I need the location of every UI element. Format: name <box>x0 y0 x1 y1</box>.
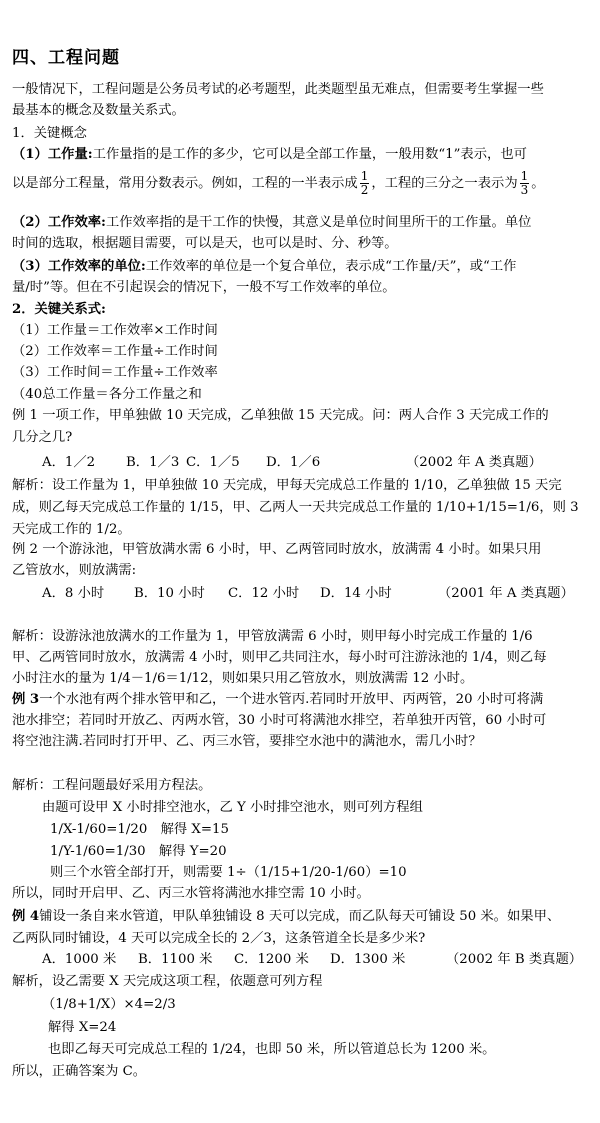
formula-line: （1）工作量＝工作效率×工作时间 <box>12 323 218 338</box>
option: B．1／3 <box>126 455 180 470</box>
example-3-answer-line: 由题可设甲 X 小时排空池水，乙 Y 小时排空池水，则可列方程组 <box>42 800 423 815</box>
option: A．1／2 <box>42 455 96 470</box>
example-3-equation: 1/X-1/60=1/20 解得 X=15 <box>50 822 229 837</box>
option: C．1200 米 <box>234 952 309 967</box>
example-3-question-line-3: 将空池注满.若同时打开甲、乙、丙三水管，要排空水池中的满池水，需几小时？ <box>12 734 482 749</box>
concept-term: （2）工作效率: <box>12 215 106 230</box>
example-4-options <box>42 950 582 970</box>
intro-line-2: 最基本的概念及数量关系式。 <box>12 103 185 118</box>
option: D．14 小时 <box>320 586 392 601</box>
example-2-answer-line-2: 甲、乙两管同时放水，放满需 4 小时，则甲乙共同注水，每小时可注游泳池的 1/4，则乙每 <box>12 650 547 665</box>
example-3-answer-intro: 解析：工程问题最好采用方程法。 <box>12 778 212 793</box>
example-1-question-line-2: 几分之几? <box>12 430 73 445</box>
concept-workload-line-1 <box>12 145 527 165</box>
concept-term: （3）工作效率的单位: <box>12 259 146 274</box>
key-concepts-heading: 1．关键概念 <box>12 126 87 141</box>
example-4-conclusion: 所以，正确答案为 C。 <box>12 1064 147 1079</box>
key-formulas-heading: 2．关键关系式: <box>12 302 106 317</box>
formula-line: （40总工作量＝各分工作量之和 <box>12 387 202 402</box>
concept-text: 工作效率指的是干工作的快慢，其意义是单位时间里所干的工作量。单位 <box>105 215 532 230</box>
example-4-answer-line: 也即乙每天可完成总工程的 1/24，也即 50 米，所以管道总长为 1200 米。 <box>48 1042 496 1057</box>
example-4-question-line-2: 乙两队同时铺设，4 天可以完成全长的 2／3，这条管道全长是多少米? <box>12 931 426 946</box>
example-2-options <box>42 584 574 604</box>
option: A．1000 米 <box>42 952 117 967</box>
option: D．1／6 <box>266 455 321 470</box>
source-note: （2002 年 B 类真题） <box>446 952 583 967</box>
example-3-answer-line: 则三个水管全部打开，则需要 1÷（1/15+1/20-1/60）=10 <box>50 865 407 880</box>
formula-line: （2）工作效率＝工作量÷工作时间 <box>12 344 218 359</box>
source-note: （2002 年 A 类真题） <box>406 455 542 470</box>
option: C．12 小时 <box>228 586 300 601</box>
section-title: 四、工程问题 <box>12 48 120 68</box>
example-label: 例 3 <box>12 692 40 707</box>
source-note: （2001 年 A 类真题） <box>438 586 574 601</box>
example-1-options <box>42 453 542 473</box>
formula-line: （3）工作时间＝工作量÷工作效率 <box>12 365 218 380</box>
example-4-question-line-1: 例 4铺设一条自来水管道，甲队单独铺设 8 天可以完成，而乙队每天可铺设 50 米。如果甲、 <box>12 909 561 924</box>
intro-line-1: 一般情况下，工程问题是公务员考试的必考题型，此类题型虽无难点，但需要考生掌握一些 <box>12 82 544 97</box>
concept-text: 工作量指的是工作的多少，它可以是全部工作量，一般用数“1”表示，也可 <box>92 147 527 162</box>
option: B．10 小时 <box>134 586 205 601</box>
fraction-one-third: $\frac{1}{3}$ <box>520 169 529 197</box>
option: D．1300 米 <box>330 952 406 967</box>
example-2-question-line-1: 例 2 一个游泳池，甲管放满水需 6 小时，甲、乙两管同时放水，放满需 4 小时。如果只用 <box>12 542 542 557</box>
option: A．8 小时 <box>42 586 105 601</box>
concept-unit-line-1 <box>12 257 516 277</box>
concept-unit-line-2: 量/时”等。但在不引起误会的情况下，一般不写工作效率的单位。 <box>12 280 396 295</box>
fraction-one-half: $\frac{1}{2}$ <box>360 169 369 197</box>
concept-text: ，工程的三分之一表示为 <box>371 176 518 191</box>
option: C．1／5 <box>186 455 240 470</box>
example-4-solution: 解得 X=24 <box>48 1020 117 1035</box>
example-1-answer-line-2: 成，则乙每天完成总工作量的 1/15，甲、乙两人一天共完成总工作量的 1/10+1/15=1/6，则 3 <box>12 500 579 515</box>
concept-efficiency-line-2: 时间的选取，根据题目需要，可以是天，也可以是时、分、秒等。 <box>12 236 398 251</box>
concept-workload-line-2: 以是部分工程量，常用分数表示。例如，工程的一半表示成 $\frac{1}{2}$ ，工程的三分之一表示为 $\frac{1}{3}$ 。 <box>12 169 545 197</box>
example-1-answer-line-3: 天完成工作的 1/2。 <box>12 522 131 537</box>
concept-text: 工作效率的单位是一个复合单位，表示成“工作量/天”，或“工作 <box>145 259 517 274</box>
example-2-answer-line-3: 小时注水的量为 1/4－1/6＝1/12，则如果只用乙管放水，则放满需 12 小时。 <box>12 671 474 686</box>
example-label: 例 4 <box>12 909 40 924</box>
example-2-question-line-2: 乙管放水，则放满需: <box>12 563 137 578</box>
concept-term: （1）工作量: <box>12 147 93 162</box>
example-3-conclusion: 所以，同时开启甲、乙、丙三水管将满池水排空需 10 小时。 <box>12 886 370 901</box>
example-3-question-line-2: 池水排空；若同时开放乙、丙两水管，30 小时可将满池水排空，若单独开丙管，60 小时可 <box>12 713 547 728</box>
example-1-answer-line-1: 解析：设工作量为 1，甲单独做 10 天完成，甲每天完成总工作量的 1/10，乙单独做 15 天完 <box>12 478 562 493</box>
example-1-question-line-1: 例 1 一项工作，甲单独做 10 天完成，乙单独做 15 天完成。问：两人合作 3 天完成工作的 <box>12 408 549 423</box>
example-4-answer-intro: 解析，设乙需要 X 天完成这项工程，依题意可列方程 <box>12 974 323 989</box>
example-4-equation: （1/8+1/X）×4=2/3 <box>42 997 176 1012</box>
concept-text: 以是部分工程量，常用分数表示。例如，工程的一半表示成 <box>12 176 358 191</box>
option: B．1100 米 <box>138 952 213 967</box>
concept-efficiency-line-1 <box>12 213 531 233</box>
example-3-equation: 1/Y-1/60=1/30 解得 Y=20 <box>50 844 227 859</box>
example-2-answer-line-1: 解析：设游泳池放满水的工作量为 1，甲管放满需 6 小时，则甲每小时完成工作量的 1/6 <box>12 629 533 644</box>
example-3-question-line-1: 例 3一个水池有两个排水管甲和乙，一个进水管丙.若同时开放甲、丙两管，20 小时可将满 <box>12 692 544 707</box>
